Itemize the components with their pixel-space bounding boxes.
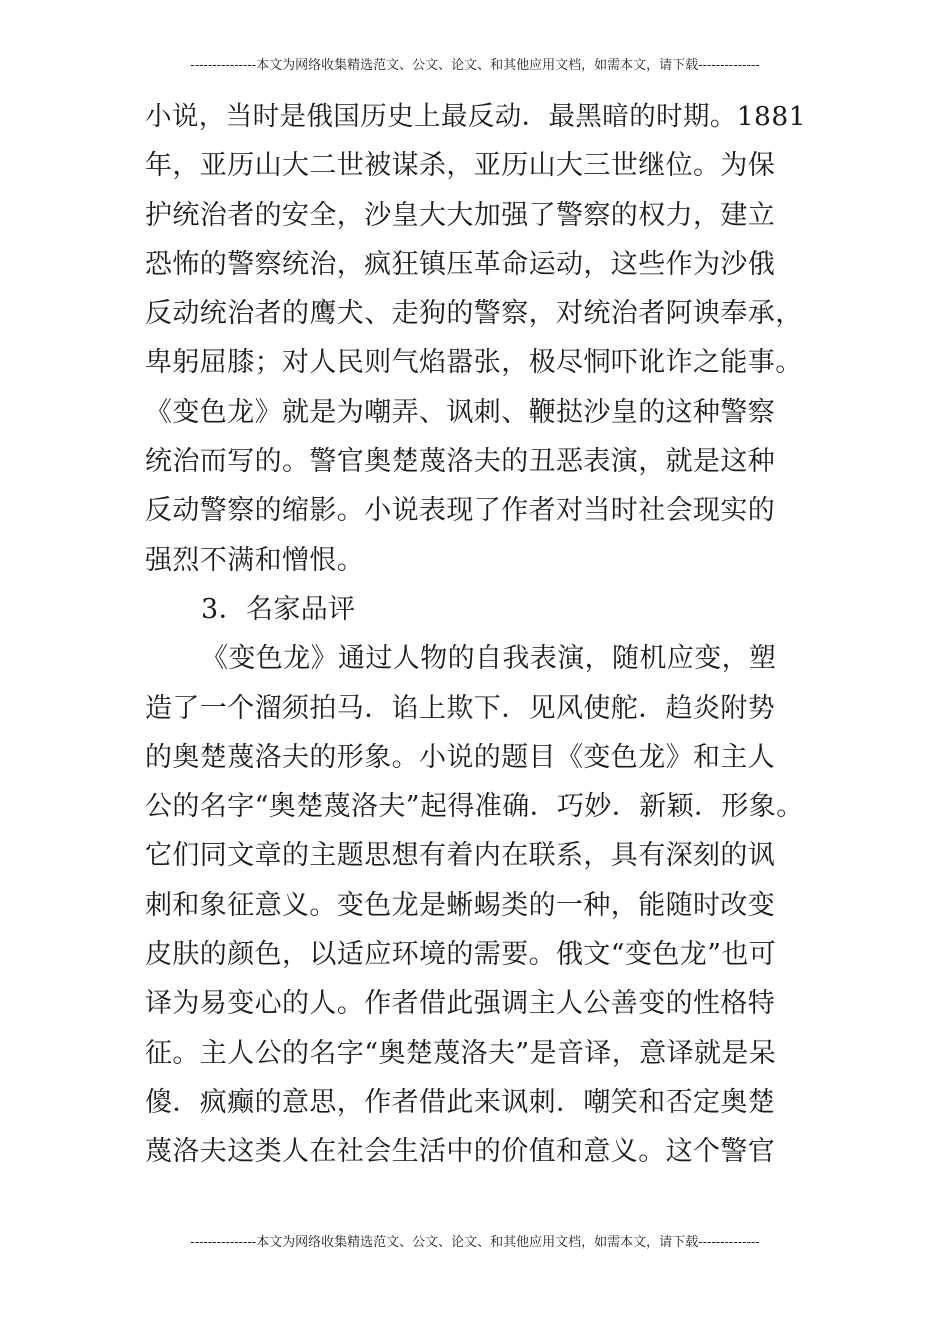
text-line: 造了一个溜须拍马．谄上欺下．见风使舵．趋炎附势 bbox=[145, 692, 776, 724]
text-line: 年，亚历山大二世被谋杀，亚历山大三世继位。为保 bbox=[145, 150, 776, 182]
text-line: 《变色龙》通过人物的自我表演，随机应变，塑 bbox=[201, 643, 777, 675]
text-line: 小说，当时是俄国历史上最反动．最黑暗的时期。1881 bbox=[145, 101, 806, 132]
text-line: 反动警察的缩影。小说表现了作者对当时社会现实的 bbox=[145, 495, 776, 527]
text-line: 《变色龙》就是为嘲弄、讽刺、鞭挞沙皇的这种警察 bbox=[145, 396, 776, 428]
text-line: 公的名字“奥楚蔑洛夫”起得准确．巧妙．新颖．形象。 bbox=[145, 791, 804, 823]
text-line: 恐怖的警察统治，疯狂镇压革命运动，这些作为沙俄 bbox=[145, 248, 776, 280]
text-line: 蔑洛夫这类人在社会生活中的价值和意义。这个警官 bbox=[145, 1136, 776, 1168]
header-banner: ---------------本文为网络收集精选范文、公文、论文、和其他应用文档，如需本文，请下载-------------- bbox=[190, 58, 760, 73]
text-line: 强烈不满和憎恨。 bbox=[145, 544, 365, 576]
text-line: 刺和象征意义。变色龙是蜥蜴类的一种，能随时改变 bbox=[145, 889, 776, 921]
text-line: 它们同文章的主题思想有着内在联系，具有深刻的讽 bbox=[145, 840, 776, 872]
footer-banner: ---------------本文为网络收集精选范文、公文、论文、和其他应用文档，如需本文，请下载-------------- bbox=[190, 1235, 760, 1250]
text-line: 统治而写的。警官奥楚蔑洛夫的丑恶表演，就是这种 bbox=[145, 446, 776, 478]
text-line: 的奥楚蔑洛夫的形象。小说的题目《变色龙》和主人 bbox=[145, 741, 776, 773]
text-line: 傻．疯癫的意思，作者借此来讽刺．嘲笑和否定奥楚 bbox=[145, 1086, 776, 1118]
text-line: 卑躬屈膝；对人民则气焰嚣张，极尽恫吓讹诈之能事。 bbox=[145, 347, 803, 379]
document-body bbox=[145, 92, 815, 1177]
text-line: 皮肤的颜色，以适应环境的需要。俄文“变色龙”也可 bbox=[145, 939, 777, 971]
text-line: 护统治者的安全，沙皇大大加强了警察的权力，建立 bbox=[145, 199, 776, 231]
section-heading: 3．名家品评 bbox=[201, 593, 356, 625]
text-line: 译为易变心的人。作者借此强调主人公善变的性格特 bbox=[145, 988, 776, 1020]
text-line: 征。主人公的名字“奥楚蔑洛夫”是音译，意译就是呆 bbox=[145, 1037, 777, 1069]
text-line: 反动统治者的鹰犬、走狗的警察，对统治者阿谀奉承， bbox=[145, 298, 803, 330]
